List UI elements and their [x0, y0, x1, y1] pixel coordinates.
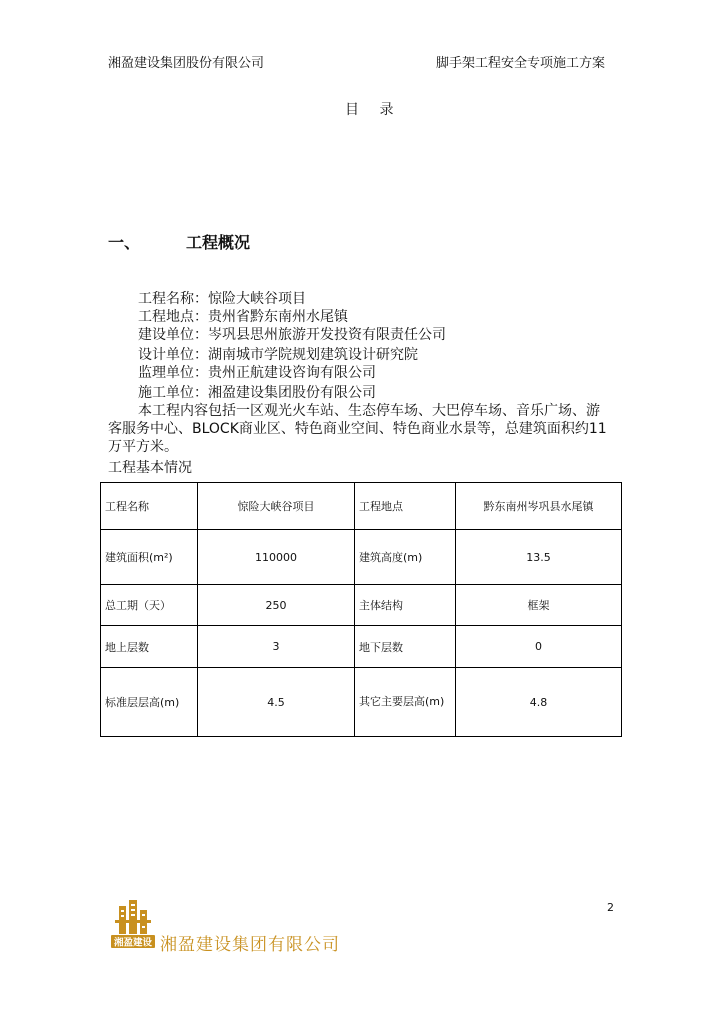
table-cell: 4.5 — [198, 668, 355, 737]
header-company: 湘盈建设集团股份有限公司 — [108, 56, 265, 71]
table-cell: 建筑高度(m) — [355, 530, 456, 585]
table-cell: 0 — [456, 626, 622, 668]
page-number: 2 — [607, 901, 614, 914]
table-row — [101, 530, 622, 585]
table-cell: 地下层数 — [355, 626, 456, 668]
info-project-name: 工程名称：惊险大峡谷项目 — [138, 291, 306, 307]
project-description: 本工程内容包括一区观光火车站、生态停车场、大巴停车场、音乐广场、游客服务中心、BLOCK商业区、特色商业空间、特色商业水景等，总建筑面积约11万平方米。 — [108, 403, 607, 455]
table-cell: 250 — [198, 585, 355, 626]
table-cell: 4.8 — [456, 668, 622, 737]
company-logo — [107, 898, 159, 950]
info-owner: 建设单位：岑巩县思州旅游开发投资有限责任公司 — [138, 327, 446, 343]
table-cell: 110000 — [198, 530, 355, 585]
table-row — [101, 483, 622, 530]
logo-text: 湘盈建设 — [113, 937, 153, 949]
table-row — [101, 668, 622, 737]
project-info-table — [100, 482, 622, 737]
table-cell: 其它主要层高(m) — [355, 668, 456, 737]
table-cell: 黔东南州岑巩县水尾镇 — [456, 483, 622, 530]
table-row — [101, 585, 622, 626]
footer-company-name: 湘盈建设集团有限公司 — [160, 935, 340, 955]
table-cell: 标准层层高(m) — [101, 668, 198, 737]
table-row — [101, 626, 622, 668]
table-cell: 建筑面积(m²) — [101, 530, 198, 585]
section-title: 工程概况 — [186, 233, 251, 252]
info-supervisor: 监理单位：贵州正航建设咨询有限公司 — [138, 365, 376, 381]
toc-title: 目 录 — [345, 102, 402, 118]
table-cell: 工程名称 — [101, 483, 198, 530]
table-cell: 总工期（天） — [101, 585, 198, 626]
info-project-location: 工程地点：贵州省黔东南州水尾镇 — [138, 309, 348, 325]
section-number: 一、 — [108, 233, 141, 252]
table-cell: 地上层数 — [101, 626, 198, 668]
table-cell: 主体结构 — [355, 585, 456, 626]
table-cell: 惊险大峡谷项目 — [198, 483, 355, 530]
info-designer: 设计单位：湖南城市学院规划建筑设计研究院 — [138, 347, 418, 363]
table-title: 工程基本情况 — [108, 460, 192, 476]
table-cell: 工程地点 — [355, 483, 456, 530]
header-document-title: 脚手架工程安全专项施工方案 — [436, 56, 606, 71]
table-cell: 框架 — [456, 585, 622, 626]
table-cell: 3 — [198, 626, 355, 668]
info-contractor: 施工单位：湘盈建设集团股份有限公司 — [138, 385, 376, 401]
table-cell: 13.5 — [456, 530, 622, 585]
